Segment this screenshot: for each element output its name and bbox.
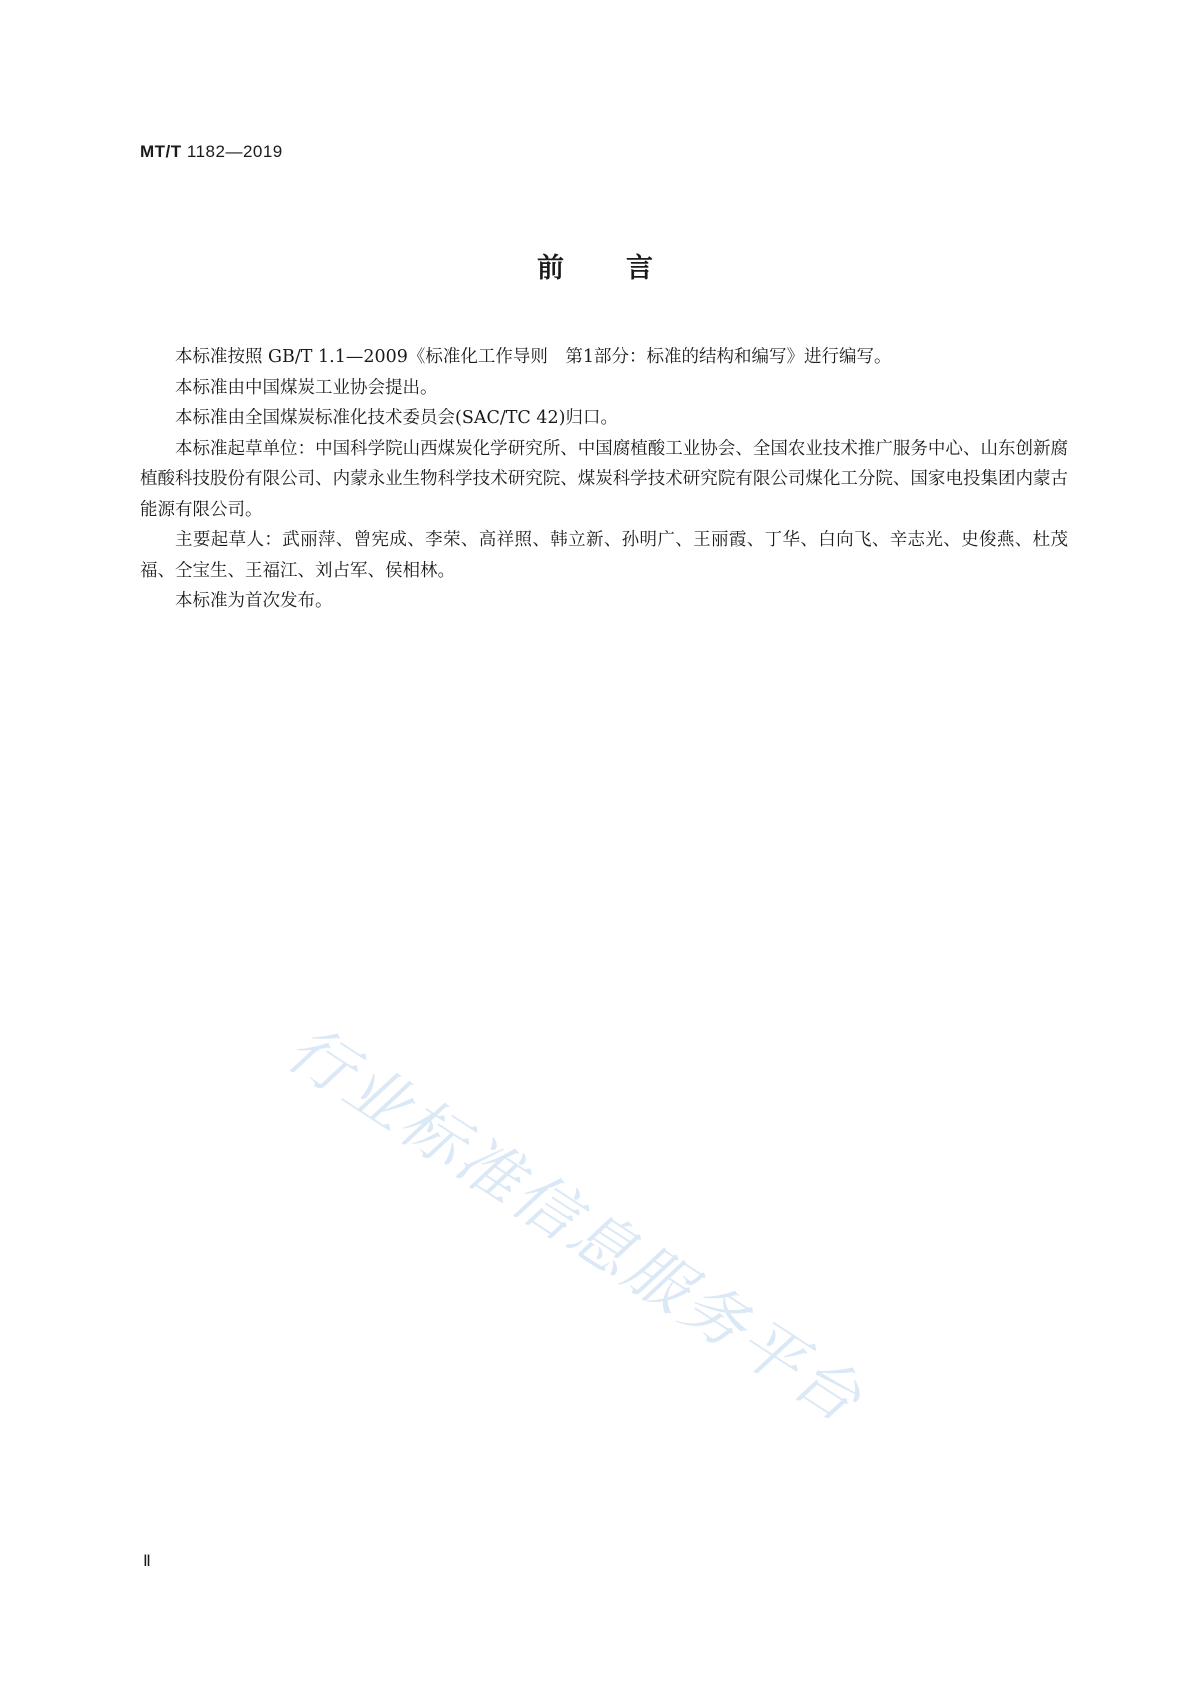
foreword-body (140, 342, 1068, 617)
page-number: Ⅱ (143, 1553, 151, 1570)
paragraph-drafting-rule: 本标准按照 GB/T 1.1—2009《标准化工作导则 第1部分：标准的结构和编写》进行编写。 (175, 347, 892, 367)
standard-number (140, 142, 283, 162)
standard-code-number: 1182—2019 (186, 142, 283, 161)
standard-code-prefix: MT/T (140, 142, 182, 161)
paragraph-first-release: 本标准为首次发布。 (175, 591, 333, 611)
title-char-2: 言 (626, 253, 653, 284)
watermark: 行业标准信息服务平台 (274, 1011, 877, 1438)
title-char-1: 前 (537, 253, 564, 284)
paragraph-drafters: 主要起草人：武丽萍、曾宪成、李荣、高祥照、韩立新、孙明广、王丽霞、丁华、白向飞、辛志光、史俊燕、杜茂福、仝宝生、王福江、刘占军、侯相林。 (140, 530, 1068, 581)
paragraph-centralized-unit: 本标准由全国煤炭标准化技术委员会(SAC/TC 42)归口。 (175, 408, 618, 428)
paragraph-proposer: 本标准由中国煤炭工业协会提出。 (175, 377, 438, 398)
paragraph-drafting-units: 本标准起草单位：中国科学院山西煤炭化学研究所、中国腐植酸工业协会、全国农业技术推广服务中心、山东创新腐植酸科技股份有限公司、内蒙永业生物科学技术研究院、煤炭科学技术研究院有限公司煤化工分院、国家电投集团内蒙古能源有限公司。 (140, 438, 1068, 520)
page-title (0, 246, 1190, 285)
